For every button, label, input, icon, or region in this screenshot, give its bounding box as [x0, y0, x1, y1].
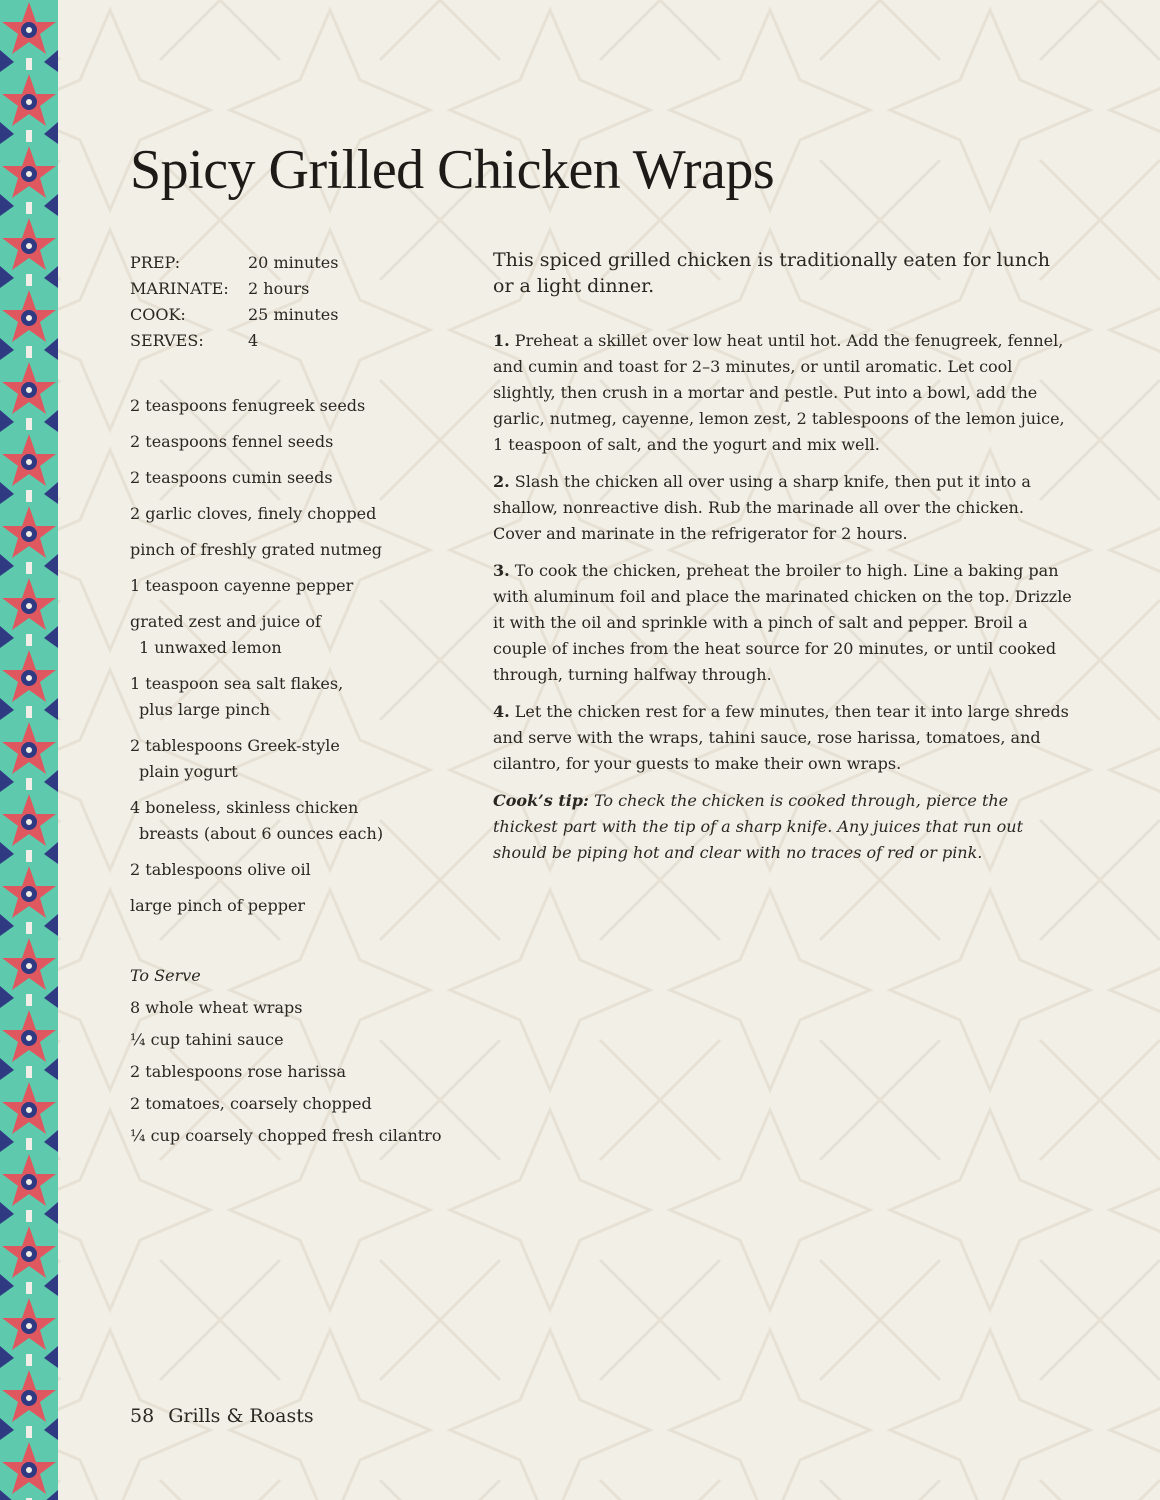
tip-label: Cook’s tip:	[493, 791, 589, 810]
page-number: 58	[130, 1405, 155, 1427]
meta-value: 4	[248, 331, 259, 350]
ingredient-item: 2 garlic cloves, finely chopped	[130, 504, 377, 523]
serve-item: 2 tomatoes, coarsely chopped	[130, 1094, 372, 1113]
section-name: Grills & Roasts	[168, 1405, 314, 1427]
method-steps	[493, 328, 1073, 866]
serve-item: ¼ cup coarsely chopped fresh cilantro	[130, 1126, 442, 1145]
recipe-intro: This spiced grilled chicken is traditionally eaten for lunch or a light dinner.	[493, 249, 1050, 297]
serve-item: 2 tablespoons rose harissa	[130, 1062, 346, 1081]
meta-value: 2 hours	[248, 279, 310, 298]
ingredient-item: 2 teaspoons cumin seeds	[130, 468, 333, 487]
step-text: To cook the chicken, preheat the broiler to high. Line a baking pan with aluminum foil and place the marinated chicken on the top. Drizzle it with the oil and sprinkle with a pinch of salt and pepper. Broil a couple of inches from the heat source for 20 minutes, or until cooked through, turning halfway through.	[493, 561, 1072, 684]
ingredient-item: 2 teaspoons fennel seeds	[130, 432, 334, 451]
meta-label: MARINATE:	[130, 279, 229, 298]
step-text: Preheat a skillet over low heat until hot. Add the fenugreek, fennel, and cumin and toast for 2–3 minutes, or until aromatic. Let cool slightly, then crush in a mortar and pestle. Put into a bowl, add the garlic, nutmeg, cayenne, lemon zest, 2 tablespoons of the lemon juice, 1 teaspoon of salt, and the yogurt and mix well.	[493, 331, 1065, 454]
ingredient-item: 2 tablespoons Greek-style plain yogurt	[130, 736, 340, 781]
tip-text: To check the chicken is cooked through, pierce the thickest part with the tip of a sharp knife. Any juices that run out should be piping hot and clear with no traces of red or pink.	[493, 791, 1024, 862]
method-step	[493, 558, 1073, 688]
meta-value: 20 minutes	[248, 253, 339, 272]
meta-label: PREP:	[130, 253, 181, 272]
page-footer	[130, 1405, 314, 1427]
serve-item: ¼ cup tahini sauce	[130, 1030, 284, 1049]
method-step	[493, 469, 1073, 547]
recipe-meta	[130, 250, 338, 354]
method-step	[493, 699, 1073, 777]
ingredient-item: grated zest and juice of 1 unwaxed lemon	[130, 612, 321, 657]
ingredient-item: 1 teaspoon sea salt flakes, plus large pinch	[130, 674, 344, 719]
meta-marinate	[130, 276, 338, 302]
ingredient-item: pinch of freshly grated nutmeg	[130, 540, 383, 559]
step-number: 4.	[493, 702, 510, 721]
recipe-title: Spicy Grilled Chicken Wraps	[130, 139, 775, 201]
step-text: Let the chicken rest for a few minutes, then tear it into large shreds and serve with the wraps, tahini sauce, rose harissa, tomatoes, and cilantro, for your guests to make their own wraps.	[493, 702, 1069, 773]
meta-cook	[130, 302, 338, 328]
meta-label: SERVES:	[130, 331, 204, 350]
decorative-tile-border	[0, 0, 58, 1500]
meta-label: COOK:	[130, 305, 186, 324]
cooks-tip	[493, 788, 1073, 866]
step-number: 1.	[493, 331, 510, 350]
to-serve-section	[130, 963, 460, 1149]
step-number: 2.	[493, 472, 510, 491]
method-step	[493, 328, 1073, 458]
ingredient-item: 2 teaspoons fenugreek seeds	[130, 396, 366, 415]
ingredient-item: 4 boneless, skinless chicken breasts (about 6 ounces each)	[130, 798, 384, 843]
serve-item: 8 whole wheat wraps	[130, 998, 303, 1017]
meta-value: 25 minutes	[248, 305, 339, 324]
step-text: Slash the chicken all over using a sharp knife, then put it into a shallow, nonreactive dish. Rub the marinade all over the chicken. Cover and marinate in the refrigerator for 2 hours.	[493, 472, 1031, 543]
meta-prep	[130, 250, 338, 276]
to-serve-heading: To Serve	[130, 966, 201, 985]
ingredient-item: large pinch of pepper	[130, 896, 306, 915]
ingredient-item: 1 teaspoon cayenne pepper	[130, 576, 354, 595]
ingredient-item: 2 tablespoons olive oil	[130, 860, 311, 879]
meta-serves	[130, 328, 338, 354]
step-number: 3.	[493, 561, 510, 580]
ingredient-list	[130, 393, 460, 1155]
